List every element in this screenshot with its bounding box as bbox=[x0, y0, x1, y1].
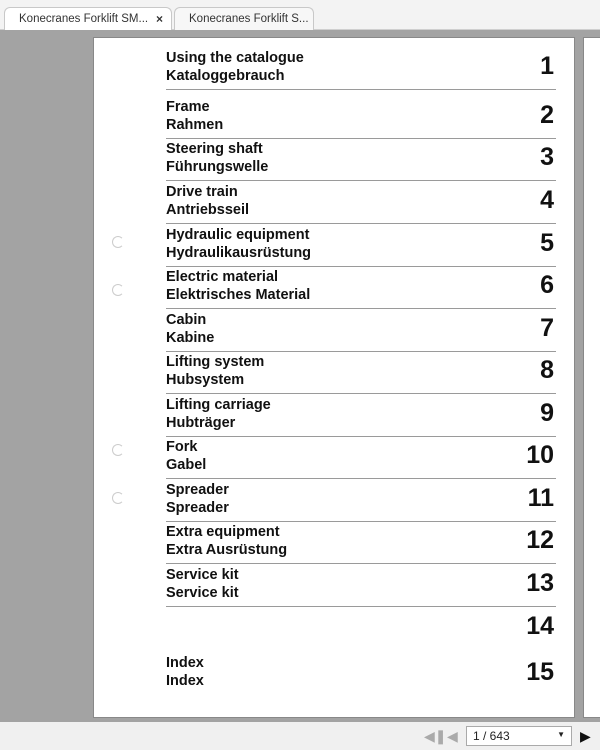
section-title bbox=[166, 311, 214, 347]
tab-document-1[interactable] bbox=[4, 7, 172, 30]
section-number: 12 bbox=[526, 526, 554, 554]
close-icon[interactable]: × bbox=[155, 12, 163, 26]
section-title bbox=[166, 183, 249, 219]
section-title-de: Extra Ausrüstung bbox=[166, 542, 288, 558]
section-title-de: Gabel bbox=[166, 457, 207, 473]
section-title-de: Hubsystem bbox=[166, 372, 245, 388]
section-title bbox=[166, 353, 264, 389]
section-number: 5 bbox=[540, 229, 554, 257]
section-title bbox=[166, 523, 287, 559]
page-navigation-toolbar bbox=[0, 722, 600, 750]
section-title-en: Spreader bbox=[166, 482, 229, 498]
chevron-down-icon: ▼ bbox=[557, 730, 565, 739]
section-number: 14 bbox=[526, 612, 554, 640]
section-row[interactable] bbox=[166, 395, 556, 437]
section-row[interactable] bbox=[166, 182, 556, 224]
section-title-de: Rahmen bbox=[166, 117, 224, 133]
section-title bbox=[166, 438, 206, 474]
section-row[interactable] bbox=[166, 139, 556, 181]
section-title-en: Steering shaft bbox=[166, 141, 263, 157]
section-row[interactable] bbox=[166, 652, 556, 702]
section-title-en: Hydraulic equipment bbox=[166, 227, 310, 243]
punch-hole-icon bbox=[112, 444, 124, 456]
section-title-de: Elektrisches Material bbox=[166, 287, 311, 303]
section-title-de: Spreader bbox=[166, 500, 229, 516]
section-number: 2 bbox=[540, 101, 554, 129]
section-title bbox=[166, 396, 271, 432]
pdf-page bbox=[93, 37, 575, 718]
section-title-en: Electric material bbox=[166, 269, 279, 285]
section-number: 9 bbox=[540, 399, 554, 427]
tab-document-2[interactable] bbox=[174, 7, 314, 30]
section-row[interactable] bbox=[166, 267, 556, 309]
section-title bbox=[166, 268, 310, 304]
section-title-en: Drive train bbox=[166, 184, 238, 200]
section-title bbox=[166, 98, 223, 134]
section-title bbox=[166, 140, 268, 176]
section-row[interactable] bbox=[166, 522, 556, 564]
section-number: 1 bbox=[540, 52, 554, 80]
section-title-de: Hubträger bbox=[166, 415, 236, 431]
section-title-de: Kabine bbox=[166, 330, 215, 346]
section-number: 11 bbox=[527, 484, 554, 512]
section-title-de: Index bbox=[166, 673, 204, 689]
tab-label: Konecranes Forklift S... bbox=[189, 13, 309, 25]
section-number: 15 bbox=[526, 658, 554, 686]
next-page-icon[interactable]: ▶ bbox=[580, 728, 591, 744]
section-title bbox=[166, 654, 204, 690]
page-indicator: 1 / 643 bbox=[473, 729, 510, 743]
section-number: 6 bbox=[540, 271, 554, 299]
tab-bar bbox=[0, 0, 600, 30]
section-number: 4 bbox=[540, 186, 554, 214]
section-title bbox=[166, 226, 311, 262]
section-row[interactable] bbox=[166, 225, 556, 267]
section-number: 8 bbox=[540, 356, 554, 384]
section-title bbox=[166, 566, 239, 602]
section-title-en: Lifting system bbox=[166, 354, 265, 370]
section-title bbox=[166, 481, 229, 517]
section-title-de: Service kit bbox=[166, 585, 239, 601]
punch-hole-icon bbox=[112, 492, 124, 504]
punch-hole-icon bbox=[112, 284, 124, 296]
previous-page-icon[interactable]: ◀ bbox=[447, 728, 458, 744]
section-row[interactable] bbox=[166, 565, 556, 607]
section-row[interactable] bbox=[166, 48, 556, 90]
tab-label: Konecranes Forklift SM... bbox=[19, 13, 149, 25]
section-title-en: Service kit bbox=[166, 567, 239, 583]
section-title-de: Antriebsseil bbox=[166, 202, 249, 218]
section-title-en: Cabin bbox=[166, 312, 207, 328]
section-row[interactable] bbox=[166, 352, 556, 394]
section-title-en: Using the catalogue bbox=[166, 50, 304, 66]
section-title bbox=[166, 49, 304, 85]
section-row[interactable] bbox=[166, 437, 556, 479]
punch-hole-icon bbox=[112, 236, 124, 248]
section-row[interactable] bbox=[166, 97, 556, 139]
section-row[interactable] bbox=[166, 608, 556, 650]
section-row[interactable] bbox=[166, 310, 556, 352]
section-number: 3 bbox=[540, 143, 554, 171]
section-row[interactable] bbox=[166, 480, 556, 522]
section-number: 10 bbox=[526, 441, 554, 469]
section-title-en: Fork bbox=[166, 439, 198, 455]
section-number: 7 bbox=[540, 314, 554, 342]
pdf-page-next bbox=[583, 37, 600, 718]
section-title-en: Index bbox=[166, 655, 204, 671]
section-title-en: Frame bbox=[166, 99, 210, 115]
section-title-de: Hydraulikausrüstung bbox=[166, 245, 312, 261]
section-title-en: Extra equipment bbox=[166, 524, 280, 540]
section-title-de: Führungswelle bbox=[166, 159, 269, 175]
page-select[interactable] bbox=[466, 726, 572, 746]
first-page-icon[interactable]: ◀❚ bbox=[424, 728, 447, 744]
section-title-en: Lifting carriage bbox=[166, 397, 271, 413]
section-title-de: Kataloggebrauch bbox=[166, 68, 285, 84]
section-number: 13 bbox=[526, 569, 554, 597]
